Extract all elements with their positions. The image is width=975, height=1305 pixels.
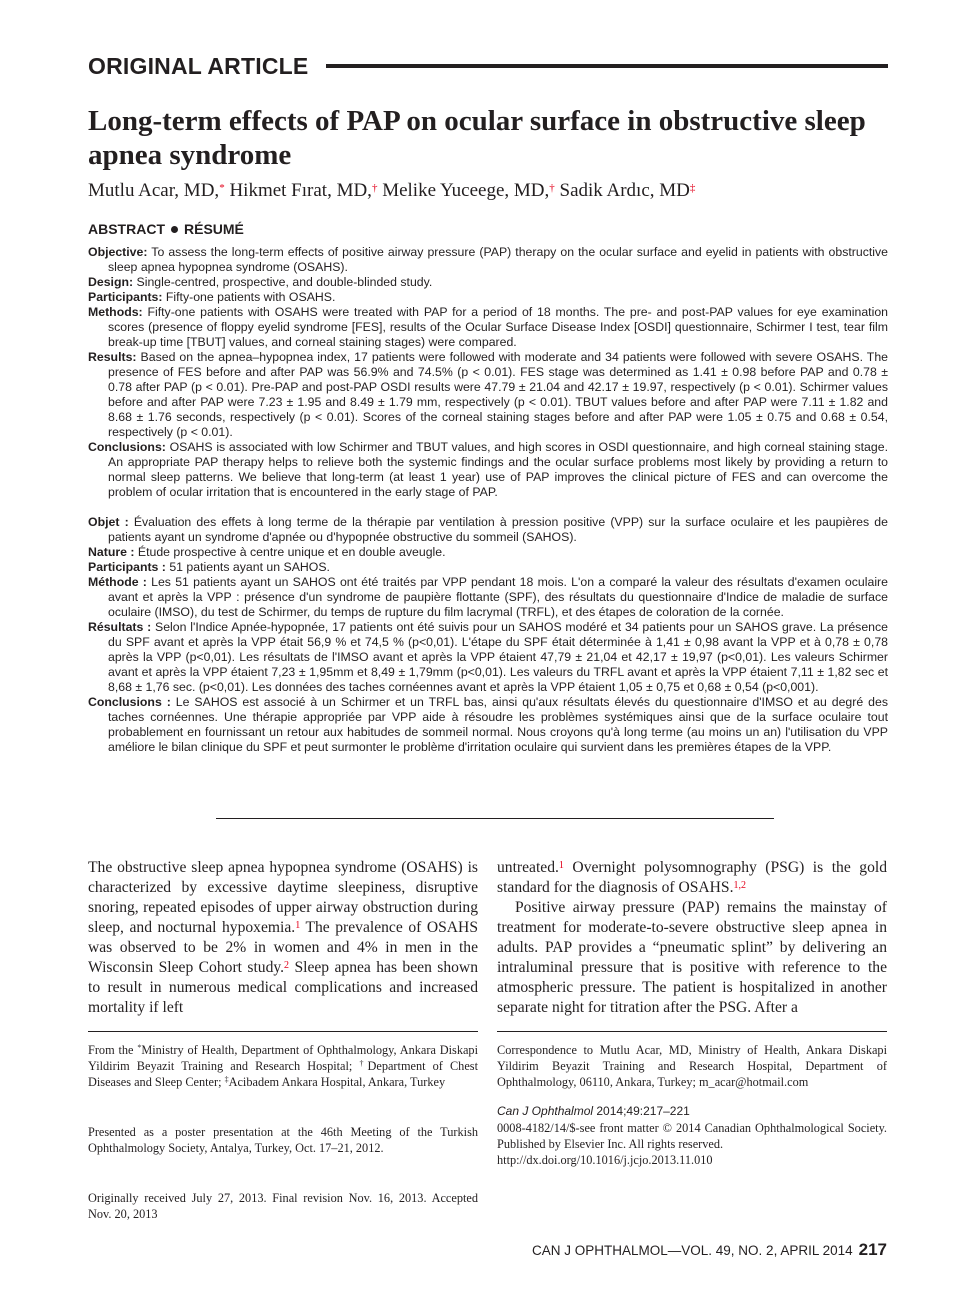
reference-mark: 1,2 xyxy=(733,880,746,891)
body-column-left xyxy=(88,858,478,1018)
author-name: Mutlu Acar, MD, xyxy=(88,180,220,201)
body-column-right xyxy=(497,858,887,1018)
abstract-section-label: Conclusions : xyxy=(88,695,171,709)
abstract-heading-en: ABSTRACT xyxy=(88,221,165,237)
reference-mark: 1 xyxy=(558,860,564,871)
abstract-heading-fr: RÉSUMÉ xyxy=(184,221,244,237)
journal-volume: 2014;49:217–221 xyxy=(593,1104,690,1118)
abstract-section-text: Fifty-one patients with OSAHS were treated with PAP for a period of 18 months. The pre- and post-PAP values for eye examination scores (presence of floppy eyelid syndrome [FES], results of the Ocular Surface Disease Index [OSDI] questionnaire, Schirmer I test, tear film break-up time [TBUT] values, and corneal staining stages) were compared. xyxy=(108,305,888,349)
author-name: Sadik Ardıc, MD xyxy=(559,180,690,201)
author-name: Hikmet Fırat, MD, xyxy=(229,180,372,201)
journal-name: Can J Ophthalmol xyxy=(497,1104,594,1118)
abstract-section-label: Objet : xyxy=(88,515,129,529)
abstract-section xyxy=(88,560,888,575)
abstract-section-label: Résultats : xyxy=(88,620,152,634)
abstract-section-label: Méthode : xyxy=(88,575,147,589)
copyright-footnote xyxy=(497,1120,887,1168)
text-run: untreated. xyxy=(497,859,559,876)
abstract-section xyxy=(88,695,888,755)
abstract-section-text: 51 patients ayant un SAHOS. xyxy=(165,560,330,574)
page-number: 217 xyxy=(858,1240,887,1259)
author-affiliation-mark: * xyxy=(219,182,225,194)
reference-mark: 1 xyxy=(295,920,301,931)
abstract-section-label: Results: xyxy=(88,350,137,364)
body-paragraph xyxy=(497,898,887,1018)
section-label: ORIGINAL ARTICLE xyxy=(88,52,309,79)
author-name: Melike Yuceege, MD, xyxy=(382,180,550,201)
author-affiliation-mark: † xyxy=(549,182,555,194)
abstract-section-label: Design: xyxy=(88,275,134,289)
reference-mark: † xyxy=(359,1059,368,1068)
abstract-divider xyxy=(216,818,774,819)
affiliations-footnote xyxy=(88,1042,478,1090)
correspondence-footnote: Correspondence to Mutlu Acar, MD, Ministry of Health, Ankara Diskapi Yildirim Beyazit Training and Research Hospital, Department of Ophthalmology, 06110, Ankara, Turkey; m_acar@hotmail.com xyxy=(497,1043,887,1089)
footer-journal: CAN J OPHTHALMOL—VOL. 49, NO. 2, APRIL 2014 xyxy=(532,1243,853,1258)
section-rule xyxy=(326,64,888,68)
section-header xyxy=(88,52,888,80)
abstract-french xyxy=(88,515,888,755)
bullet-icon xyxy=(171,226,178,233)
abstract-section-text: To assess the long-term effects of positive airway pressure (PAP) therapy on the ocular surface and eyelid in patients with obstructive sleep apnea hypopnea syndrome (OSAHS). xyxy=(108,245,888,274)
text-run: From the xyxy=(88,1043,138,1057)
abstract-section-text: Based on the apnea–hypopnea index, 17 patients were followed with moderate and 34 patients were followed with severe OSAHS. The presence of FES before and after PAP was 56.9% and 74.5% (p < 0.01). FES stage was determined as 1.41 ± 0.98 before PAP and 0.78 ± 0.78 after PAP (p < 0.01). Pre-PAP and post-PAP OSDI results were 47.79 ± 21.04 and 42.17 ± 19.97, respectively (p < 0.01). Schirmer values before and after PAP were 7.23 ± 1.95 and 8.49 ± 1.79 mm, respectively (p < 0.01). TBUT values before and after PAP were 7.11 ± 1.82 and 8.68 ± 1.76 seconds, respectively (p < 0.01). Scores of the corneal staining stages before and after PAP were 1.05 ± 0.75 and 0.68 ± 0.54, respectively (p < 0.01). xyxy=(108,350,888,439)
text-run: Sleep apnea has been shown to result in numerous medical complications and increased mortality if left xyxy=(88,959,478,1016)
abstract-section-label: Participants : xyxy=(88,560,166,574)
article-title: Long-term effects of PAP on ocular surface in obstructive sleep apnea syndrome xyxy=(88,105,866,171)
abstract-section-text: Évaluation des effets à long terme de la thérapie par ventilation à pression positive (VPP) sur la surface oculaire et les paupières de patients ayant un syndrome d'apnée ou d'hypopnée obstructive du sommeil (SAHOS). xyxy=(108,515,888,544)
abstract-section xyxy=(88,350,888,440)
abstract-section xyxy=(88,620,888,695)
abstract-section xyxy=(88,245,888,275)
text-run: Overnight polysomnography (PSG) is the gold standard for the diagnosis of OSAHS. xyxy=(497,859,887,896)
abstract-section-label: Conclusions: xyxy=(88,440,166,454)
abstract-heading xyxy=(88,221,244,237)
abstract-section-label: Methods: xyxy=(88,305,143,319)
reference-mark: 2 xyxy=(284,960,290,971)
running-footer xyxy=(532,1240,887,1260)
author-affiliation-mark: † xyxy=(371,182,378,194)
text-run: The obstructive sleep apnea hypopnea syndrome (OSAHS) is characterized by excessive daytime sleepiness, disruptive snoring, repeated episodes of upper airway obstruction during sleep, and nocturnal hypoxemia. xyxy=(88,859,478,936)
abstract-section-text: Fifty-one patients with OSAHS. xyxy=(162,290,336,304)
abstract-section xyxy=(88,545,888,560)
author-list xyxy=(88,178,888,204)
abstract-section-text: OSAHS is associated with low Schirmer and TBUT values, and high scores in OSDI questionnaire, and high corneal staining stage. An appropriate PAP therapy helps to relieve both the systemic findings and the ocular surface problems most likely by providing a return to normal sleep patterns. We believe that long-term (at least 1 year) use of PAP improves the clinical picture of FES and can overcome the problem of ocular irritation that is encountered in the early stage of PAP. xyxy=(108,440,888,499)
abstract-section xyxy=(88,515,888,545)
text-run: Acibadem Ankara Hospital, Ankara, Turkey xyxy=(228,1075,446,1089)
abstract-english xyxy=(88,245,888,500)
abstract-section xyxy=(88,440,888,500)
copyright-text: 0008-4182/14/$-see front matter © 2014 Canadian Ophthalmological Society. Published by Elsevier Inc. All rights reserved. xyxy=(497,1121,887,1151)
abstract-section-label: Objective: xyxy=(88,245,148,259)
abstract-section-text: Les 51 patients ayant un SAHOS ont été traités par VPP pendant 18 mois. L'on a comparé la valeur des résultats d'examen oculaire avant et après la VPP : présence d'un syndrome de paupière flottante (SPF), des résultats du questionnaire d'Indice de maladie de surface oculaire (IMSO), du test de Schirmer, du temps de rupture du film lacrymal (TRFL), et des étapes de coloration de la cornée. xyxy=(108,575,888,619)
footnote-rule-right xyxy=(497,1031,887,1032)
body-paragraph xyxy=(497,858,887,898)
abstract-section-label: Participants: xyxy=(88,290,163,304)
body-paragraph xyxy=(88,858,478,1018)
text-run: Department of Chest Diseases and Sleep Center; xyxy=(88,1059,478,1089)
author-affiliation-mark: ‡ xyxy=(689,182,696,194)
footnote-rule-left xyxy=(88,1031,478,1032)
reference-mark: * xyxy=(137,1043,142,1052)
text-run: Positive airway pressure (PAP) remains the mainstay of treatment for moderate-to-severe obstructive sleep apnea in adults. PAP provides a “pneumatic splint” by delivering an intraluminal pressure that is positive with reference to the atmospheric pressure. The patient is hospitalized in another separate night for titration after the PSG. After a xyxy=(497,899,887,1016)
abstract-section-text: Étude prospective à centre unique et en double aveugle. xyxy=(134,545,446,559)
abstract-section xyxy=(88,275,888,290)
abstract-section-text: Le SAHOS est associé à un Schirmer et un TRFL bas, ainsi qu'aux résultats élevés du questionnaire d'IMSO et au degré des taches cornéennes. Une thérapie appropriée par VPP aide à résoudre les problèmes systémiques ainsi que de la surface oculaire tout probablement en fournissant un retour aux habitudes de sommeil normal. Nous croyons qu'à long terme (au moins un an) l'utilisation du VPP améliore le bilan clinique du SPF et peut surmonter le problème d'irritation oculaire qui survient dans les premières étapes de la VPP. xyxy=(108,695,888,754)
reference-mark: ‡ xyxy=(224,1075,229,1084)
abstract-section xyxy=(88,290,888,305)
received-footnote: Originally received July 27, 2013. Final revision Nov. 16, 2013. Accepted Nov. 20, 2013 xyxy=(88,1191,478,1221)
presented-footnote: Presented as a poster presentation at the 46th Meeting of the Turkish Ophthalmology Society, Antalya, Turkey, Oct. 17–21, 2012. xyxy=(88,1125,478,1155)
abstract-section xyxy=(88,575,888,620)
text-run: The prevalence of OSAHS was observed to be 2% in women and 4% in men in the Wisconsin Sleep Cohort study. xyxy=(88,919,478,976)
doi-link[interactable]: http://dx.doi.org/10.1016/j.jcjo.2013.11.010 xyxy=(497,1153,713,1167)
abstract-section-text: Selon l'Indice Apnée-hypopnée, 17 patients ont été suivis pour un SAHOS modéré et 34 patients pour un SAHOS grave. La présence du SPF avant et après la VPP était 56,9 % et 74,5 % (p<0,01). L'étape du SPF était déterminée à 1,41 ± 0,98 avant la VPP et à 0,78 ± 0,78 après la VPP (p<0,01). Les résultats de l'IMSO avant et après la VPP étaient 47,79 ± 21,04 et 42,17 ± 19,97 (p<0,01). Les valeurs Schirmer avant et après la VPP étaient 7,23 ± 1,95mm et 8,49 ± 1,79mm (p<0,01). Les valeurs du TRFL avant et après la VPP étaient 7,11 ± 1,82 sec et 8,68 ± 1,76 sec. (p<0,01). Les données des taches cornéennes avant et après la VPP étaient 1,05 ± 0,75 et 0,68 ± 0,54 (p<0,001). xyxy=(108,620,888,694)
journal-citation xyxy=(497,1103,887,1119)
abstract-section xyxy=(88,305,888,350)
text-run: Ministry of Health, Department of Ophthalmology, Ankara Diskapi Yildirim Beyazit Training and Research Hospital; xyxy=(88,1043,478,1073)
abstract-section-label: Nature : xyxy=(88,545,135,559)
abstract-section-text: Single-centred, prospective, and double-blinded study. xyxy=(133,275,433,289)
